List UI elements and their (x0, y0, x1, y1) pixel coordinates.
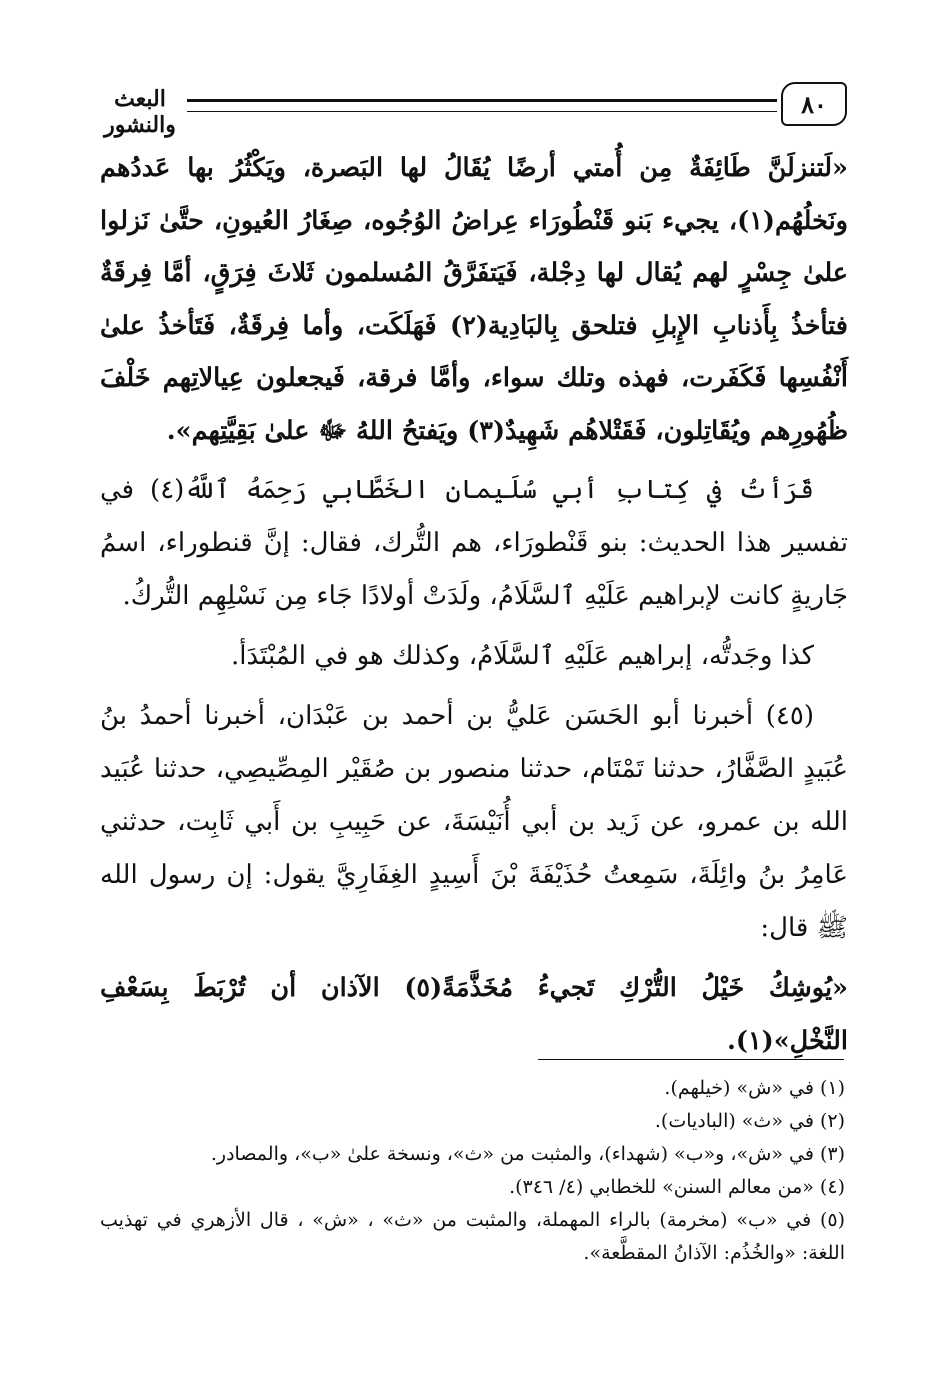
commentary-note: كذا وجَدتُّه، إبراهيم عَلَيْهِ ٱلسَّلَامُ، وكذلك هو في المُبْتَدَأ. (230, 641, 814, 671)
hadith-paragraph-1: «لَتنزلَنَّ طَائِفَةٌ مِن أُمتي أرضًا يُقَالُ لها البَصرة، ويَكْثُرُ بها عَددُهم ونَخلُهُم(١)، يجيء بَنو قَنْطُورَاء عِراضُ الوُجُوه، صِغَارُ العُيونِ، حتَّىٰ نَزلوا علىٰ جِسْرٍ لهم يُقال لها دِجْلة، فَيَتفَرَّقُ المُسلمون ثَلاثَ فِرَقٍ، أمَّا فِرقَةٌ فتأخذُ بِأَذنابِ الإِبلِ فتلحق بِالبَادِية(٢) فَهَلَكَت، وأما فِرقَةٌ، فَتَأخذُ علىٰ أَنْفُسِها فَكَفَرت، فهذه وتلك سواء، وأمَّا فرقة، فَيجعلون عِيالاتِهم خَلْفَ ظُهُورِهم ويُقَاتِلون، فَقَتْلاهُم شَهِيدٌ(٣) ويَفتحُ اللهُ ﷻ علىٰ بَقِيَّتِهم». (100, 153, 848, 446)
page-header (95, 82, 847, 138)
footnotes (100, 1072, 845, 1270)
book-title: البعث والنشور (104, 86, 176, 138)
footnote-5: (٥) في «ب» (مخرمة) بالراء المهملة، والمثبت من «ث» ، «ش» ، قال الأزهري في تهذيب اللغة: «والخُذُم: الآذانُ المقطَّعة». (100, 1209, 845, 1264)
footnote-1: (١) في «ش» (خيلهم). (664, 1077, 845, 1099)
hadith-paragraph-2: «يُوشِكُ خَيْلُ التُّرْكِ تَجيءُ مُخَذَّمَةً(٥) الآذان أن تُرْبَطَ بِسَعْفِ النَّخْلِ»(١). (100, 973, 848, 1056)
main-text (100, 142, 848, 1067)
footnote-3: (٣) في «ش»، و«ب» (شهداء)، والمثبت من «ث»، ونسخة علىٰ «ب»، والمصادر. (210, 1143, 845, 1165)
footnote-separator (538, 1059, 844, 1060)
isnad-paragraph: (٤٥) أخبرنا أبو الحَسَن عَليُّ بن أحمد بن عَبْدَان، أخبرنا أحمدُ بنُ عُبَيدٍ الصَّفَّارُ، حدثنا تَمْتَام، حدثنا منصور بن صُقَيْر المِصِّيصِي، حدثنا عُبَيد الله بن عمرو، عن زَيد بن أبي أُنَيْسَةَ، عن حَبِيبِ بن أَبي ثَابِت، حدثني عَامِرُ بنُ وائِلَةَ، سَمِعتُ حُذَيْفَةَ بْنَ أَسِيدٍ الغِفَارِيَّ يقول: إن رسول الله ﷺ قال: (100, 701, 848, 943)
footnote-4: (٤) «من معالم السنن» للخطابي (٤/ ٣٤٦). (509, 1176, 845, 1198)
footnote-2: (٢) في «ث» (الباديات). (654, 1110, 845, 1132)
commentary-paragraph: قَرَأتُ في كِتابِ أبي سُلَيمان الخَطَّابي رَحِمَهُ ٱللَّهُ(٤) في تفسير هذا الحديث: بنو قَنْطورَاء، هم التُّرك، فقال: إنَّ قنطوراء، اسمُ جَاريةٍ كانت لإبراهيم عَلَيْهِ ٱلسَّلَامُ، ولَدَتْ أولادًا جَاء مِن نَسْلِهِم التُّركُ. (100, 475, 848, 611)
page-number: ٨٠ (781, 82, 847, 126)
header-rule (187, 99, 777, 112)
